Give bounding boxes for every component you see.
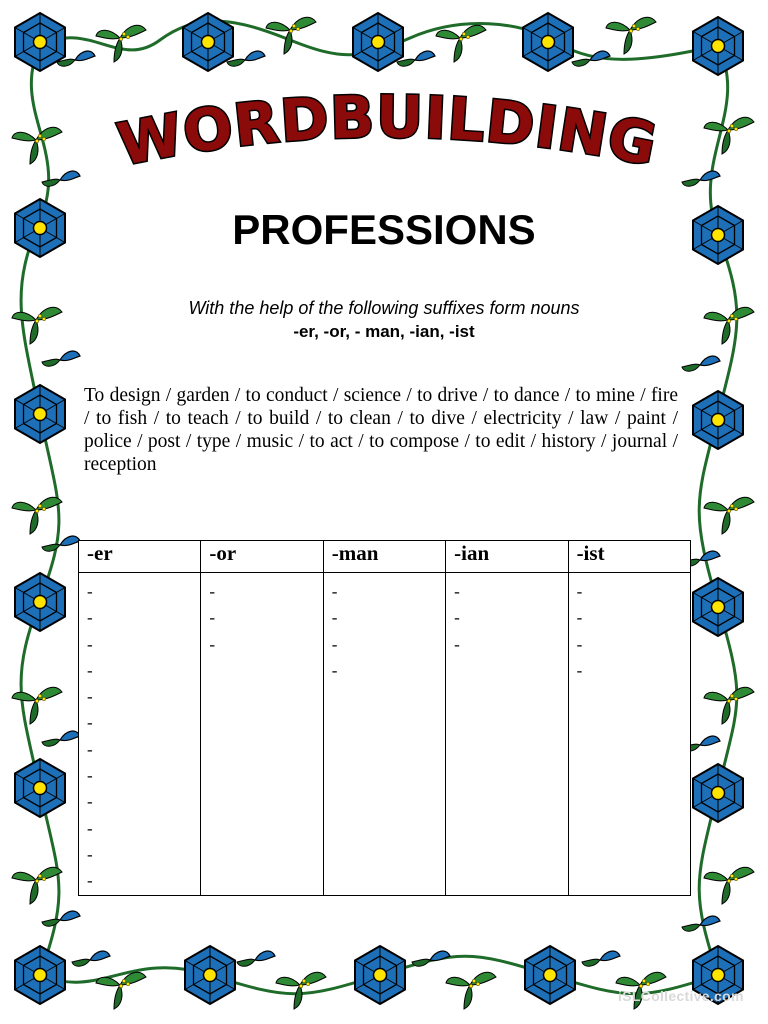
answer-line: - [87,608,93,628]
answer-line: - [87,582,93,601]
watermark: iSLCollective.com [618,988,744,1004]
answer-line: - [87,739,93,759]
column-header-er: -er [79,541,201,573]
table-header-row [79,541,691,573]
answer-line: - [87,634,93,654]
column-header-man: -man [323,541,445,573]
answer-line: - [209,582,216,601]
column-header-ian: -ian [446,541,568,573]
answer-line: - [209,608,216,628]
title-wordart [85,92,690,197]
answer-line: - [454,582,460,601]
page-title-path: WORDBUILDING [112,92,663,180]
answer-line: - [87,844,93,864]
answer-line: - [331,634,338,654]
answer-line: - [87,871,93,891]
column-man-cell[interactable] [323,573,445,896]
suffix-table [78,540,691,896]
answer-line: - [576,582,583,601]
answer-line: - [331,582,338,601]
word-list: To design / garden / to conduct / science / to drive / to dance / to mine / fire / to fish / to teach / to build / to clean / to dive / electricity / law / paint / police / post / type / music / to act / to compose / to edit / history / journal / reception [84,385,678,475]
answer-line: - [87,792,93,812]
answer-line: - [331,660,338,680]
suffixes-line: -er, -or, - man, -ian, -ist [293,322,475,341]
page-subtitle: PROFESSIONS [232,206,536,253]
instructions: With the help of the following suffixes form nouns [188,298,580,318]
column-header-or: -or [201,541,323,573]
answer-line: - [87,687,93,707]
column-header-ist: -ist [568,541,690,573]
answer-line: - [454,634,460,654]
column-or-cell[interactable] [201,573,323,896]
column-er-cell[interactable] [79,573,201,896]
answer-line: - [454,608,460,628]
answer-line: - [331,608,338,628]
answer-line: - [209,634,216,654]
answer-line: - [576,634,583,654]
answer-line: - [87,660,93,680]
answer-line: - [576,660,583,680]
column-ian-cell[interactable] [446,573,568,896]
answer-line: - [576,608,583,628]
answer-line: - [87,713,93,733]
answer-line: - [87,766,93,786]
page-title [112,92,662,179]
answer-line: - [87,818,93,838]
table-body-row [79,573,691,896]
column-ist-cell[interactable] [568,573,690,896]
